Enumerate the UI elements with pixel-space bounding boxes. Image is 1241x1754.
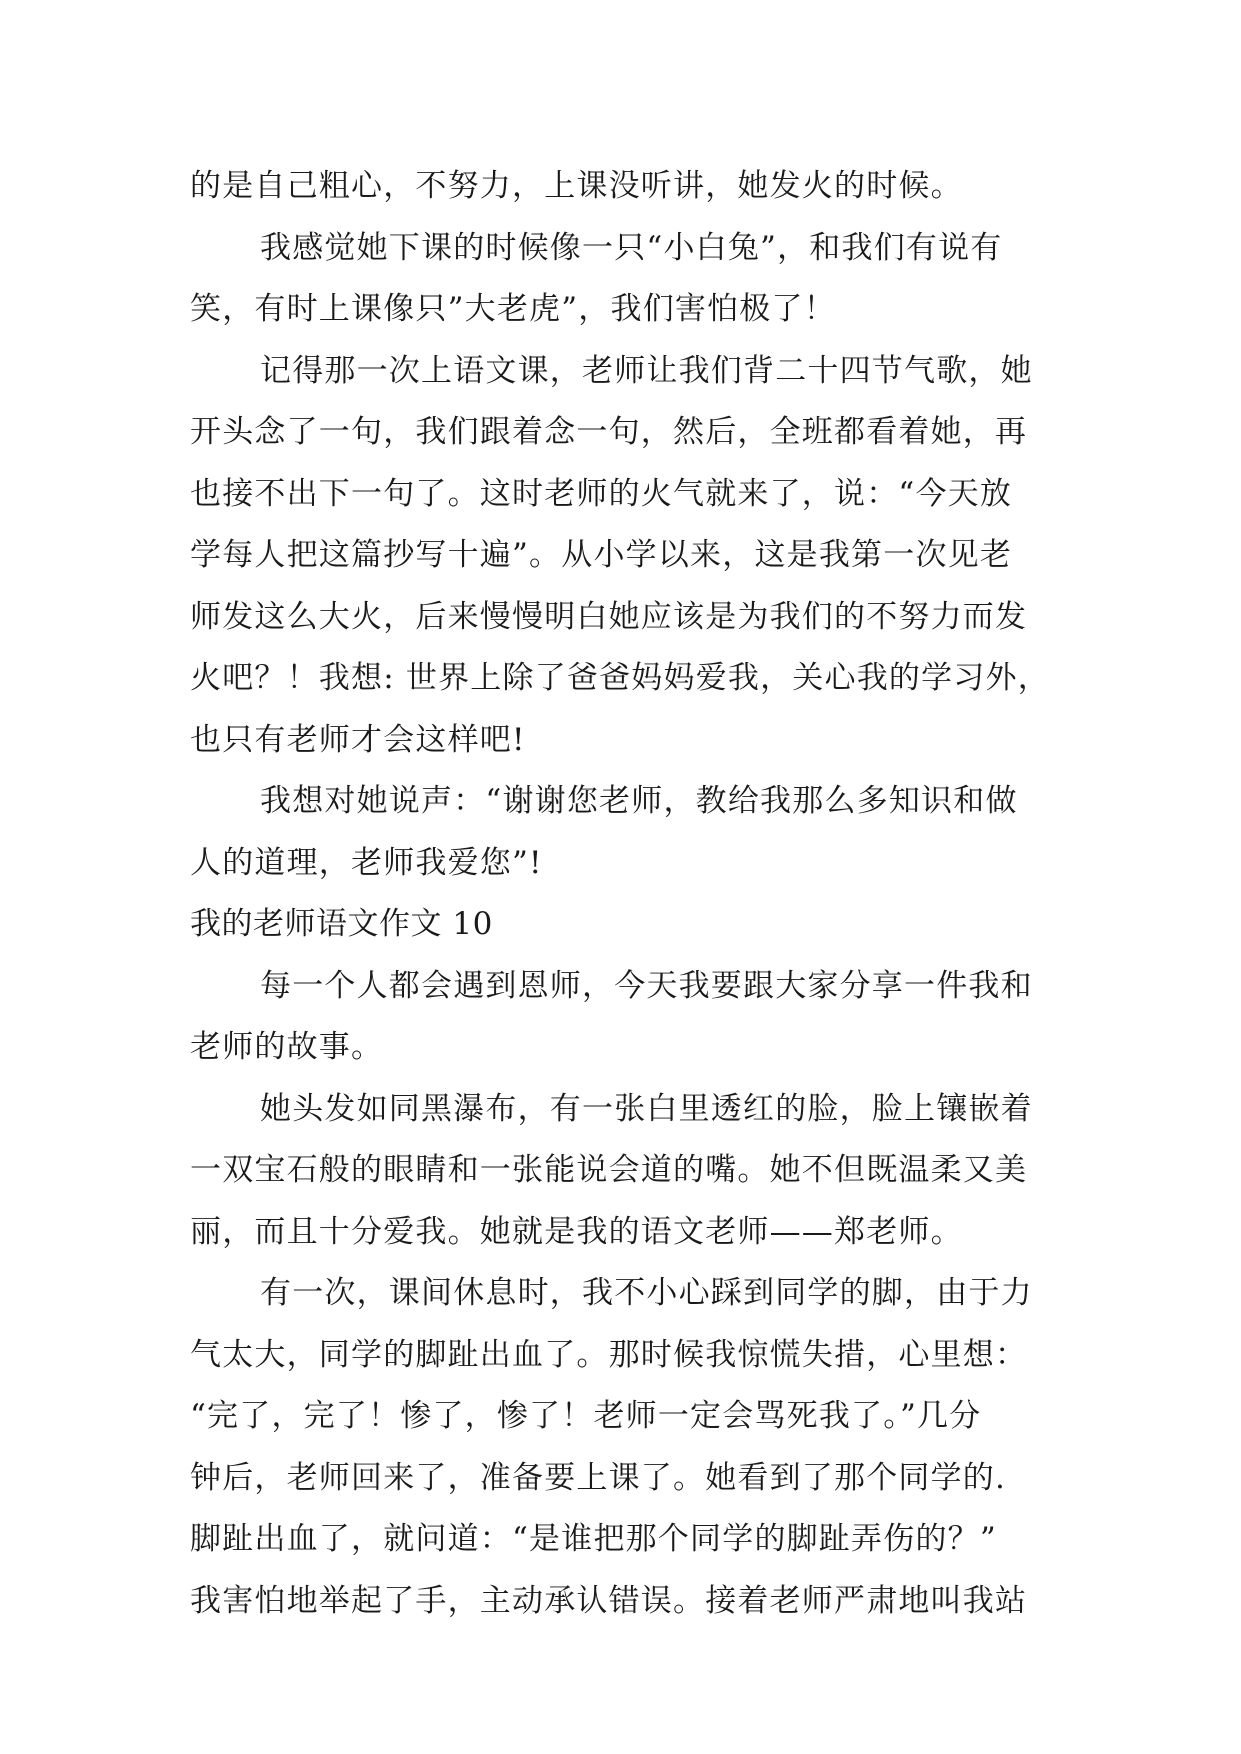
text-line: 师发这么大火，后来慢慢明白她应该是为我们的不努力而发: [190, 598, 1028, 635]
text-line: 人的道理，老师我爱您”!: [190, 844, 543, 881]
text-line: 我感觉她下课的时候像一只“小白兔”，和我们有说有: [260, 229, 1003, 266]
text-line: 开头念了一句，我们跟着念一句，然后，全班都看着她，再: [190, 414, 1028, 450]
text-line: 也只有老师才会这样吧!: [190, 721, 526, 758]
text-line: 气太大，同学的脚趾出血了。那时候我惊慌失措，心里想：: [190, 1336, 1028, 1373]
text-line: “完了，完了！惨了，惨了！老师一定会骂死我了。”几分: [190, 1398, 982, 1434]
text-line: 火吧？！我想: 世界上除了爸爸妈妈爱我，关心我的学习外，: [190, 660, 1050, 696]
text-line: 一双宝石般的眼睛和一张能说会道的嘴。她不但既温柔又美: [190, 1152, 1028, 1188]
text-line: 钟后，老师回来了，准备要上课了。她看到了那个同学的.: [190, 1459, 1007, 1496]
text-line: 每一个人都会遇到恩师，今天我要跟大家分享一件我和: [260, 967, 1033, 1004]
essay-body: [190, 156, 1050, 1632]
text-line: 有一次，课间休息时，我不小心踩到同学的脚，由于力: [260, 1275, 1033, 1311]
text-line: 记得那一次上语文课，老师让我们背二十四节气歌，她: [260, 352, 1033, 389]
text-line: 老师的故事。: [190, 1029, 384, 1065]
text-line: 学每人把这篇抄写十遍”。从小学以来，这是我第一次见老: [190, 537, 1013, 573]
text-line: 我害怕地举起了手，主动承认错误。接着老师严肃地叫我站: [190, 1582, 1028, 1619]
text-line: 丽，而且十分爱我。她就是我的语文老师——郑老师。: [190, 1213, 963, 1250]
text-line: 脚趾出血了，就问道：“是谁把那个同学的脚趾弄伤的？”: [190, 1521, 997, 1557]
section-heading: 我的老师语文作文 10: [190, 906, 493, 942]
text-line: 也接不出下一句了。这时老师的火气就来了，说：“今天放: [190, 475, 1013, 512]
text-line: 的是自己粗心，不努力，上课没听讲，她发火的时候。: [190, 168, 963, 204]
text-line: 笑，有时上课像只”大老虎”，我们害怕极了！: [190, 291, 836, 327]
text-line: 她头发如同黑瀑布，有一张白里透红的脸，脸上镶嵌着: [260, 1090, 1033, 1127]
text-line: 我想对她说声：“谢谢您老师，教给我那么多知识和做: [260, 783, 1018, 819]
